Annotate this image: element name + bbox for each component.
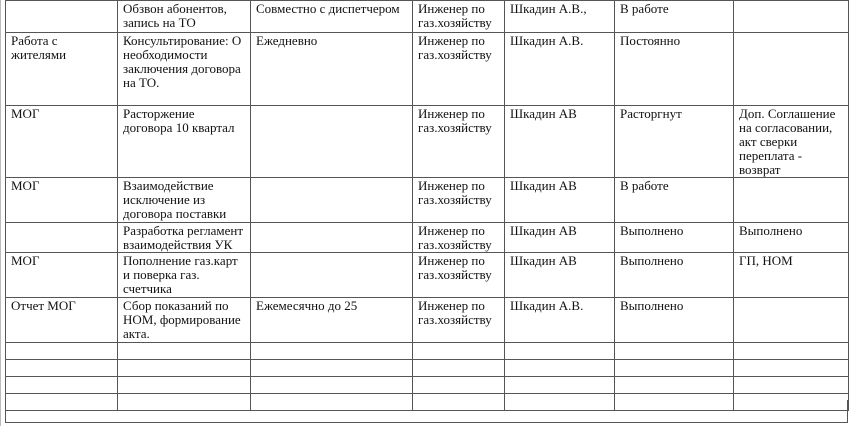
cell-deadline — [251, 223, 413, 253]
cell-status: Выполнено — [615, 253, 734, 298]
table-row — [6, 1, 849, 33]
cell-subject — [6, 223, 118, 253]
cell-subject: Работа с жителями — [6, 33, 118, 106]
cell-note: Доп. Соглашение на согласовании, акт сверки переплата - возврат — [734, 106, 849, 178]
cell-status — [615, 360, 734, 377]
cell-deadline: Ежемесячно до 25 — [251, 298, 413, 343]
table-row — [6, 377, 849, 394]
cell-responsible-person: Шкадин АВ — [505, 223, 615, 253]
cell-subject: Отчет МОГ — [6, 298, 118, 343]
cell-status: В работе — [615, 1, 734, 33]
cell-responsible-person — [505, 377, 615, 394]
cell-responsible-person — [505, 343, 615, 360]
cell-note: Выполнено — [734, 223, 849, 253]
table-row — [6, 253, 849, 298]
cell-responsible-role: Инженер по газ.хозяйству — [413, 1, 505, 33]
cell-task: Обзвон абонентов, запись на ТО — [118, 1, 251, 33]
cell-deadline — [251, 377, 413, 394]
cell-deadline — [251, 360, 413, 377]
cell-note: ГП, НОМ — [734, 253, 849, 298]
cell-responsible-person: Шкадин А.В. — [505, 33, 615, 106]
cell-responsible-role — [413, 377, 505, 394]
cell-note — [734, 33, 849, 106]
cell-note — [734, 1, 849, 33]
cell-responsible-person: Шкадин АВ — [505, 178, 615, 223]
cell-task: Расторжение договора 10 квартал — [118, 106, 251, 178]
table-row — [6, 343, 849, 360]
cell-responsible-role — [413, 360, 505, 377]
cell-responsible-person: Шкадин АВ — [505, 253, 615, 298]
cell-note — [734, 360, 849, 377]
table-row — [6, 178, 849, 223]
cell-responsible-person: Шкадин А.В., — [505, 1, 615, 33]
cell-task: Разработка регламент взаимодействия УК — [118, 223, 251, 253]
cell-task: Взаимодействие исключение из договора поставки — [118, 178, 251, 223]
cell-task — [118, 377, 251, 394]
cell-subject: МОГ — [6, 178, 118, 223]
cell-note — [734, 377, 849, 394]
cell-responsible-role: Инженер по газ.хозяйству — [413, 253, 505, 298]
cell-status: Постоянно — [615, 33, 734, 106]
cell-task: Пополнение газ.карт и поверка газ. счетчика — [118, 253, 251, 298]
table-row — [6, 33, 849, 106]
cell-status: Выполнено — [615, 223, 734, 253]
cell-status: Выполнено — [615, 298, 734, 343]
cell-responsible-person: Шкадин А.В. — [505, 298, 615, 343]
cell-subject: МОГ — [6, 253, 118, 298]
cell-status: Расторгнут — [615, 106, 734, 178]
cell-subject: МОГ — [6, 106, 118, 178]
cell-responsible-person — [505, 360, 615, 377]
cell-task: Сбор показаний по НОМ, формирование акта. — [118, 298, 251, 343]
table-row — [6, 298, 849, 343]
cell-deadline — [251, 106, 413, 178]
cell-responsible-role — [413, 343, 505, 360]
cell-status: В работе — [615, 178, 734, 223]
page-edge — [0, 0, 1, 426]
table-row — [6, 360, 849, 377]
cell-subject — [6, 1, 118, 33]
cell-deadline: Ежедневно — [251, 33, 413, 106]
cell-responsible-person: Шкадин АВ — [505, 106, 615, 178]
cell-task — [118, 360, 251, 377]
task-table — [5, 0, 849, 411]
cell-deadline: Совместно с диспетчером — [251, 1, 413, 33]
cell-note — [734, 343, 849, 360]
cell-subject — [6, 377, 118, 394]
cell-note — [734, 298, 849, 343]
cell-deadline — [251, 253, 413, 298]
cell-note — [734, 178, 849, 223]
cell-status — [615, 343, 734, 360]
cell-subject — [6, 360, 118, 377]
cell-responsible-role: Инженер по газ.хозяйству — [413, 298, 505, 343]
cell-responsible-role: Инженер по газ.хозяйству — [413, 106, 505, 178]
cell-responsible-role: Инженер по газ.хозяйству — [413, 223, 505, 253]
table-row — [6, 223, 849, 253]
cell-deadline — [251, 178, 413, 223]
table-bottom-frame — [5, 400, 848, 423]
cell-subject — [6, 343, 118, 360]
cell-status — [615, 377, 734, 394]
table-row — [6, 106, 849, 178]
cell-deadline — [251, 343, 413, 360]
cell-task: Консультирование: О необходимости заключения договора на ТО. — [118, 33, 251, 106]
cell-task — [118, 343, 251, 360]
cell-responsible-role: Инженер по газ.хозяйству — [413, 33, 505, 106]
cell-responsible-role: Инженер по газ.хозяйству — [413, 178, 505, 223]
